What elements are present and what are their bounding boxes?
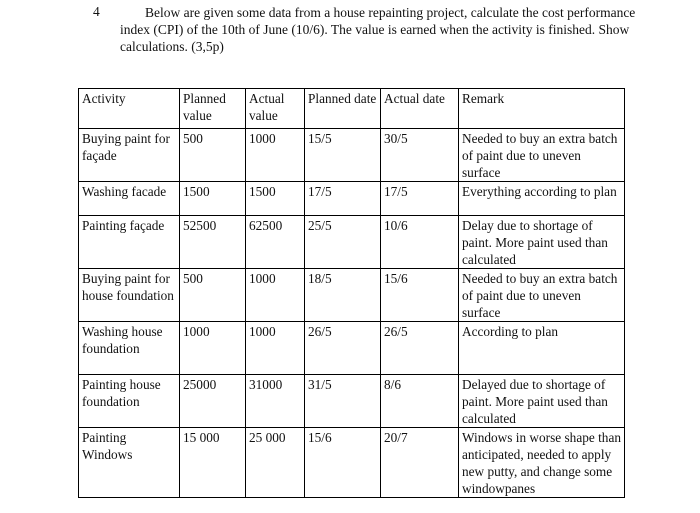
cell-actual-date: 30/5 — [381, 129, 459, 182]
cell-planned-value: 15 000 — [180, 428, 246, 498]
cell-actual-date: 10/6 — [381, 216, 459, 269]
project-data-table — [78, 88, 625, 498]
cell-planned-value: 52500 — [180, 216, 246, 269]
cell-actual-value: 1000 — [246, 322, 305, 375]
header-planned-value: Planned value — [180, 89, 246, 129]
question-body: Below are given some data from a house repainting project, calculate the cost performance index (CPI) of the 10th of June (10/6). The value is earned when the activity is finished. Show calculations. (3,5p) — [120, 5, 636, 54]
cell-planned-date: 26/5 — [305, 322, 381, 375]
cell-planned-value: 500 — [180, 129, 246, 182]
cell-planned-value: 1000 — [180, 322, 246, 375]
cell-remark: Needed to buy an extra batch of paint due to uneven surface — [459, 269, 625, 322]
cell-actual-date: 8/6 — [381, 375, 459, 428]
header-planned-date: Planned date — [305, 89, 381, 129]
cell-planned-date: 15/5 — [305, 129, 381, 182]
table-row — [79, 216, 625, 269]
cell-activity: Painting Windows — [79, 428, 180, 498]
cell-actual-value: 1500 — [246, 182, 305, 216]
cell-remark: According to plan — [459, 322, 625, 375]
table-row — [79, 182, 625, 216]
cell-remark: Delayed due to shortage of paint. More paint used than calculated — [459, 375, 625, 428]
cell-actual-date: 26/5 — [381, 322, 459, 375]
cell-activity: Washing facade — [79, 182, 180, 216]
cell-remark: Delay due to shortage of paint. More paint used than calculated — [459, 216, 625, 269]
cell-planned-date: 25/5 — [305, 216, 381, 269]
table-row — [79, 269, 625, 322]
header-actual-value: Actual value — [246, 89, 305, 129]
question-text — [120, 4, 640, 55]
question-number: 4 — [93, 4, 100, 19]
cell-activity: Painting façade — [79, 216, 180, 269]
cell-remark: Needed to buy an extra batch of paint due to uneven surface — [459, 129, 625, 182]
cell-planned-value: 500 — [180, 269, 246, 322]
cell-planned-date: 31/5 — [305, 375, 381, 428]
cell-activity: Buying paint for façade — [79, 129, 180, 182]
table-row — [79, 129, 625, 182]
cell-actual-value: 62500 — [246, 216, 305, 269]
header-actual-date: Actual date — [381, 89, 459, 129]
cell-actual-value: 1000 — [246, 129, 305, 182]
table-row — [79, 375, 625, 428]
cell-actual-value: 31000 — [246, 375, 305, 428]
table-row — [79, 428, 625, 498]
cell-planned-date: 18/5 — [305, 269, 381, 322]
cell-activity: Painting house foundation — [79, 375, 180, 428]
cell-actual-date: 15/6 — [381, 269, 459, 322]
cell-planned-date: 17/5 — [305, 182, 381, 216]
cell-activity: Buying paint for house foundation — [79, 269, 180, 322]
cell-actual-value: 25 000 — [246, 428, 305, 498]
header-remark: Remark — [459, 89, 625, 129]
cell-activity: Washing house foundation — [79, 322, 180, 375]
cell-planned-value: 1500 — [180, 182, 246, 216]
cell-actual-date: 17/5 — [381, 182, 459, 216]
cell-planned-date: 15/6 — [305, 428, 381, 498]
table-header-row — [79, 89, 625, 129]
cell-actual-value: 1000 — [246, 269, 305, 322]
header-activity: Activity — [79, 89, 180, 129]
cell-actual-date: 20/7 — [381, 428, 459, 498]
cell-planned-value: 25000 — [180, 375, 246, 428]
cell-remark: Everything according to plan — [459, 182, 625, 216]
cell-remark: Windows in worse shape than anticipated, needed to apply new putty, and change some windowpanes — [459, 428, 625, 498]
table-row — [79, 322, 625, 375]
